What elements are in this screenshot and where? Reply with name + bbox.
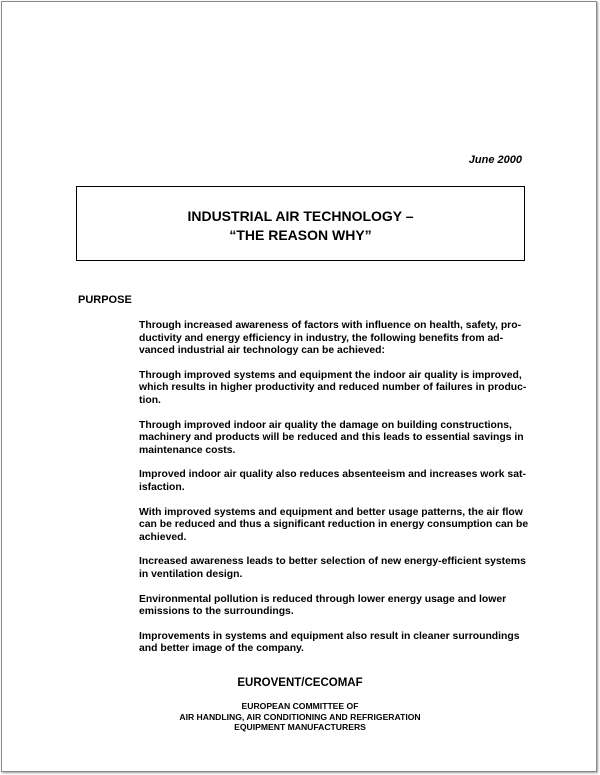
- paragraph-line: maintenance costs.: [139, 444, 236, 456]
- paragraph-line: Improved indoor air quality also reduces absenteeism and increases work sat-: [139, 469, 526, 481]
- paragraph-line: emissions to the surroundings.: [139, 606, 294, 618]
- title-line-2: “THE REASON WHY”: [229, 227, 372, 243]
- paragraph-line: vanced industrial air technology can be achieved:: [139, 345, 385, 357]
- paragraph-line: Through improved systems and equipment the indoor air quality is improved,: [139, 369, 522, 381]
- paragraph-line: Through improved indoor air quality the damage on building constructions,: [139, 419, 512, 431]
- paragraph-line: and better image of the company.: [139, 643, 304, 655]
- organization-subtitle: [0, 701, 600, 733]
- paragraph: [139, 556, 524, 581]
- organization-subtitle-line: EUROPEAN COMMITTEE OF: [241, 701, 359, 711]
- paragraph-line: which results in higher productivity and reduced number of failures in produc-: [139, 382, 527, 394]
- paragraph-line: Improvements in systems and equipment also result in cleaner surroundings: [139, 630, 520, 642]
- paragraph-line: in ventilation design.: [139, 568, 243, 580]
- paragraph: [139, 420, 524, 458]
- paragraph-line: Environmental pollution is reduced through lower energy usage and lower: [139, 593, 507, 605]
- paragraph: [139, 469, 524, 494]
- paragraph-line: Increased awareness leads to better selection of new energy-efficient systems: [139, 556, 526, 568]
- paragraph-line: ductivity and energy efficiency in industry, the following benefits from ad-: [139, 332, 504, 344]
- organization-subtitle-line: EQUIPMENT MANUFACTURERS: [234, 722, 366, 732]
- paragraph-line: With improved systems and equipment and better usage patterns, the air flow: [139, 506, 523, 518]
- organization-subtitle-line: AIR HANDLING, AIR CONDITIONING AND REFRIGERATION: [179, 711, 421, 722]
- paragraph: [139, 320, 524, 358]
- paragraph-line: Through increased awareness of factors with influence on health, safety, pro-: [139, 320, 522, 331]
- paragraph-line: achieved.: [139, 531, 187, 543]
- paragraph: [139, 369, 527, 408]
- title-box: [76, 186, 525, 261]
- paragraph-line: can be reduced and thus a significant reduction in energy consumption can be: [139, 519, 529, 531]
- organization-name: EUROVENT/CECOMAF: [237, 677, 363, 689]
- document-date: June 2000: [468, 154, 522, 166]
- paragraph-line: tion.: [139, 394, 161, 406]
- section-label-purpose: PURPOSE: [78, 294, 132, 306]
- purpose-body: [139, 320, 529, 668]
- paragraph: [139, 594, 524, 619]
- title-line-1: INDUSTRIAL AIR TECHNOLOGY –: [187, 208, 414, 224]
- paragraph-line: isfaction.: [139, 481, 185, 493]
- paragraph: [139, 506, 529, 545]
- paragraph: [139, 631, 524, 656]
- paragraph-line: machinery and products will be reduced and this leads to essential savings in: [139, 432, 524, 444]
